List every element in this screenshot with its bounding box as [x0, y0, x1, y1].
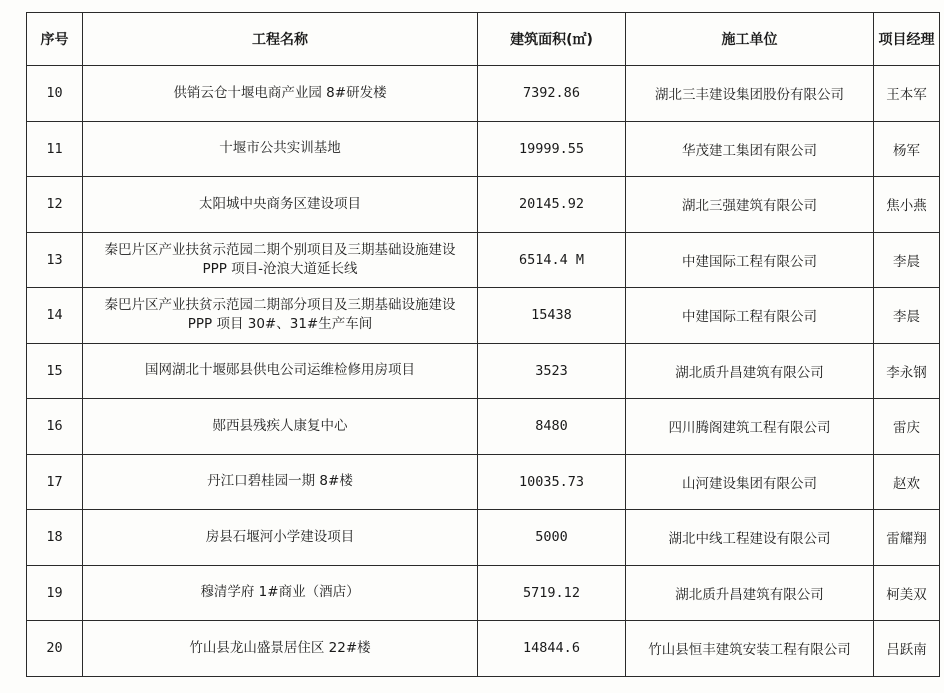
cell-name-line: 供销云仓十堰电商产业园 8#研发楼: [173, 84, 387, 101]
header-seq: 序号: [27, 13, 83, 66]
cell-manager: 杨军: [874, 121, 940, 177]
cell-contractor: 中建国际工程有限公司: [626, 288, 874, 344]
cell-name-line: 穆清学府 1#商业（酒店）: [200, 584, 360, 601]
cell-name-line: 十堰市公共实训基地: [219, 140, 341, 157]
cell-seq: 11: [27, 121, 83, 177]
cell-contractor: 湖北三强建筑有限公司: [626, 177, 874, 233]
table-row: [27, 454, 940, 510]
cell-seq: 20: [27, 621, 83, 677]
table-body: [27, 66, 940, 677]
project-table: [26, 12, 940, 677]
cell-seq: 16: [27, 399, 83, 455]
cell-name-line: PPP 项目 30#、31#生产车间: [187, 316, 373, 333]
cell-seq: 14: [27, 288, 83, 344]
table-row: [27, 343, 940, 399]
cell-manager: 王本军: [874, 66, 940, 122]
cell-name: [83, 399, 478, 455]
cell-contractor: 中建国际工程有限公司: [626, 232, 874, 288]
cell-name-line: 国网湖北十堰郧县供电公司运维检修用房项目: [145, 362, 415, 379]
cell-area: 8480: [478, 399, 626, 455]
cell-name-line: 秦巴片区产业扶贫示范园二期个别项目及三期基础设施建设: [104, 241, 456, 258]
cell-area: 5000: [478, 510, 626, 566]
cell-name-line: 郧西县残疾人康复中心: [212, 417, 348, 434]
cell-area: 7392.86: [478, 66, 626, 122]
cell-manager: 李永钢: [874, 343, 940, 399]
cell-seq: 19: [27, 565, 83, 621]
cell-name: [83, 232, 478, 288]
cell-name: [83, 565, 478, 621]
cell-area: 5719.12: [478, 565, 626, 621]
cell-seq: 13: [27, 232, 83, 288]
table-header-row: [27, 13, 940, 66]
cell-name-line: 竹山县龙山盛景居住区 22#楼: [189, 639, 371, 656]
table-row: [27, 232, 940, 288]
cell-contractor: 竹山县恒丰建筑安装工程有限公司: [626, 621, 874, 677]
cell-area: 14844.6: [478, 621, 626, 677]
table-row: [27, 121, 940, 177]
cell-manager: 柯美双: [874, 565, 940, 621]
cell-manager: 吕跃南: [874, 621, 940, 677]
cell-seq: 15: [27, 343, 83, 399]
cell-area: 6514.4 M: [478, 232, 626, 288]
cell-manager: 李晨: [874, 232, 940, 288]
cell-name-line: 太阳城中央商务区建设项目: [199, 195, 361, 212]
table-row: [27, 288, 940, 344]
cell-name: [83, 288, 478, 344]
header-area: 建筑面积(㎡): [478, 13, 626, 66]
cell-area: 10035.73: [478, 454, 626, 510]
cell-manager: 焦小燕: [874, 177, 940, 233]
cell-manager: 赵欢: [874, 454, 940, 510]
cell-contractor: 四川腾阁建筑工程有限公司: [626, 399, 874, 455]
cell-contractor: 湖北三丰建设集团股份有限公司: [626, 66, 874, 122]
header-manager: 项目经理: [874, 13, 940, 66]
table-row: [27, 510, 940, 566]
cell-name-line: 丹江口碧桂园一期 8#楼: [207, 473, 353, 490]
cell-seq: 10: [27, 66, 83, 122]
header-contractor: 施工单位: [626, 13, 874, 66]
cell-contractor: 华茂建工集团有限公司: [626, 121, 874, 177]
cell-name: [83, 454, 478, 510]
cell-contractor: 山河建设集团有限公司: [626, 454, 874, 510]
table-row: [27, 399, 940, 455]
cell-name: [83, 66, 478, 122]
cell-seq: 17: [27, 454, 83, 510]
cell-name: [83, 621, 478, 677]
cell-manager: 李晨: [874, 288, 940, 344]
cell-seq: 12: [27, 177, 83, 233]
table-row: [27, 177, 940, 233]
table-row: [27, 66, 940, 122]
cell-name: [83, 510, 478, 566]
header-name: 工程名称: [83, 13, 478, 66]
cell-manager: 雷庆: [874, 399, 940, 455]
cell-name: [83, 343, 478, 399]
cell-name-line: PPP 项目-沧浪大道延长线: [202, 260, 358, 277]
cell-manager: 雷耀翔: [874, 510, 940, 566]
cell-contractor: 湖北中线工程建设有限公司: [626, 510, 874, 566]
table-row: [27, 565, 940, 621]
cell-area: 19999.55: [478, 121, 626, 177]
cell-name: [83, 177, 478, 233]
cell-name: [83, 121, 478, 177]
cell-area: 20145.92: [478, 177, 626, 233]
cell-area: 15438: [478, 288, 626, 344]
cell-seq: 18: [27, 510, 83, 566]
cell-name-line: 房县石堰河小学建设项目: [205, 528, 355, 545]
table-row: [27, 621, 940, 677]
cell-name-line: 秦巴片区产业扶贫示范园二期部分项目及三期基础设施建设: [104, 297, 456, 314]
cell-contractor: 湖北质升昌建筑有限公司: [626, 565, 874, 621]
cell-contractor: 湖北质升昌建筑有限公司: [626, 343, 874, 399]
cell-area: 3523: [478, 343, 626, 399]
